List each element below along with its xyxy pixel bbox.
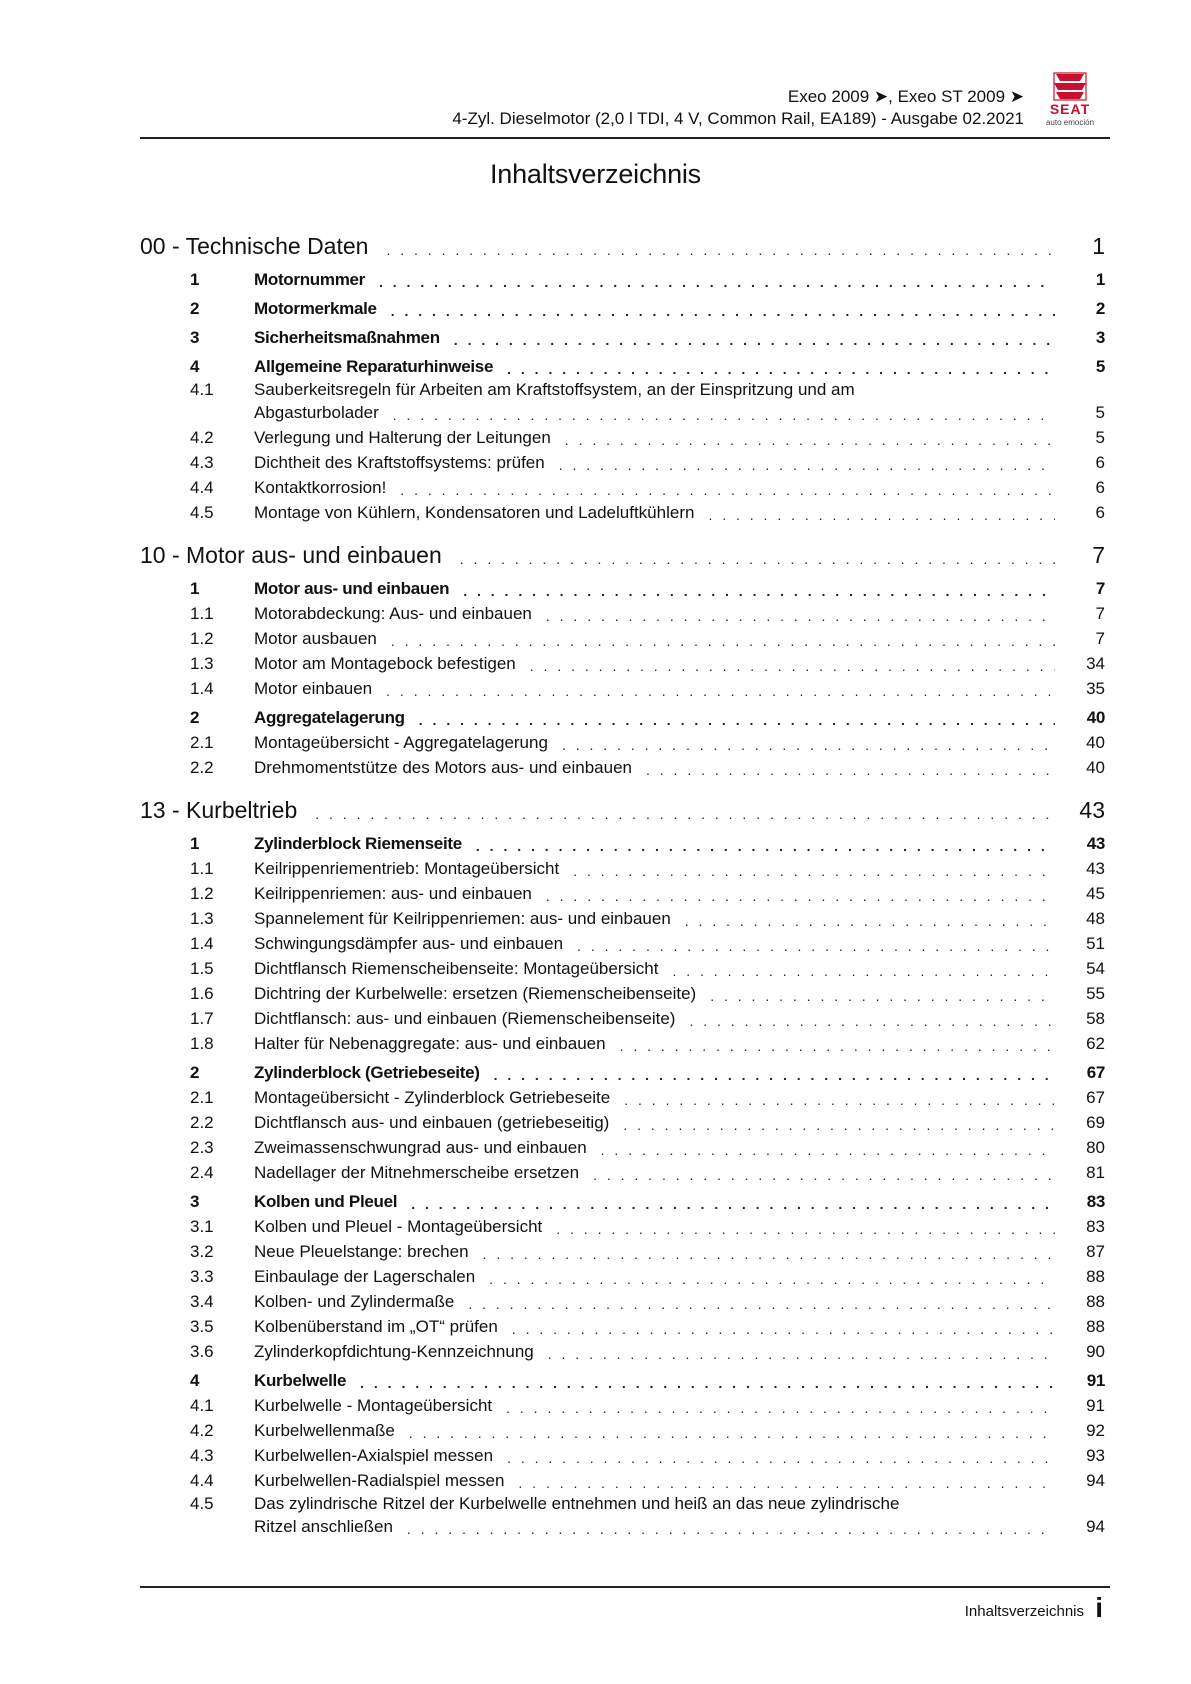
toc-entry-title: Motormerkmale	[254, 299, 377, 318]
dot-leader	[573, 861, 1055, 881]
toc-number: 1.5	[190, 959, 214, 978]
toc-number: 4	[190, 357, 200, 376]
toc-chapter-title: 00 - Technische Daten	[140, 233, 369, 259]
toc-page-number: 7	[1095, 629, 1105, 648]
toc-page-number: 5	[1095, 357, 1105, 376]
toc-number: 3.1	[190, 1217, 214, 1236]
toc-chapter[interactable]	[140, 541, 1105, 569]
toc-page-number: 87	[1086, 1242, 1105, 1261]
toc-entry-title: Einbaulage der Lagerschalen	[254, 1267, 476, 1286]
toc-entry-title: Kurbelwelle	[254, 1371, 347, 1390]
toc-page-number: 35	[1086, 679, 1105, 698]
toc-subsection[interactable]	[140, 601, 1105, 626]
toc-subsection[interactable]	[140, 1289, 1105, 1314]
toc-page-number: 51	[1086, 934, 1105, 953]
toc-page-number: 90	[1086, 1342, 1105, 1361]
header-text	[452, 86, 1024, 130]
toc-number: 3.2	[190, 1242, 214, 1261]
dot-leader	[483, 1244, 1055, 1264]
toc-subsection[interactable]	[140, 981, 1105, 1006]
toc-subsection[interactable]	[140, 1214, 1105, 1239]
toc-entry-title: Zylinderblock Riemenseite	[254, 834, 462, 853]
toc-entry-title: Keilrippenriemen: aus- und einbauen	[254, 884, 532, 903]
toc-section[interactable]	[140, 354, 1105, 379]
toc-entry-title: Motorabdeckung: Aus- und einbauen	[254, 604, 532, 623]
toc-subsection[interactable]	[140, 450, 1105, 475]
toc-entry-title: Ritzel anschließen	[254, 1517, 393, 1536]
toc-page-number: 94	[1086, 1517, 1105, 1536]
toc-page-number: 6	[1095, 478, 1105, 497]
toc-number: 4.1	[190, 380, 214, 399]
toc-number: 3	[190, 328, 200, 347]
toc-chapter-title: 10 - Motor aus- und einbauen	[140, 542, 442, 568]
toc-subsection[interactable]	[140, 1135, 1105, 1160]
toc-page-number: 40	[1086, 758, 1105, 777]
toc-number: 1	[190, 834, 200, 853]
toc-number: 2.1	[190, 1088, 214, 1107]
toc-entry-title: Kolbenüberstand im „OT“ prüfen	[254, 1317, 498, 1336]
toc-entry-title: Kurbelwellen-Axialspiel messen	[254, 1446, 494, 1465]
toc-page-number: 81	[1086, 1163, 1105, 1182]
toc-number: 4	[190, 1371, 200, 1390]
dot-leader	[646, 760, 1055, 780]
dot-leader	[624, 1090, 1055, 1110]
dot-leader	[494, 1065, 1055, 1085]
toc-page-number: 67	[1086, 1063, 1105, 1082]
toc-number: 2	[190, 299, 200, 318]
toc-subsection[interactable]	[140, 475, 1105, 500]
toc-number: 2.1	[190, 733, 214, 752]
header-engine: 4-Zyl. Dieselmotor (2,0 l TDI, 4 V, Common Rail, EA189) - Ausgabe 02.2021	[452, 109, 1024, 128]
toc-number: 4.5	[190, 1494, 214, 1513]
logo-brand: SEAT	[1049, 101, 1091, 117]
toc-page-number: 88	[1086, 1292, 1105, 1311]
toc-page-number: 55	[1086, 984, 1105, 1003]
toc-entry-title: Spannelement für Keilrippenriemen: aus- und einbauen	[254, 909, 671, 928]
toc-entry-title: Dichtring der Kurbelwelle: ersetzen (Riemenscheibenseite)	[254, 984, 697, 1003]
toc-section[interactable]	[140, 296, 1105, 321]
toc-number: 4.4	[190, 478, 214, 497]
toc-number: 2.2	[190, 758, 214, 777]
header-model: Exeo 2009 ➤, Exeo ST 2009 ➤	[787, 87, 1024, 106]
dot-leader	[391, 301, 1055, 321]
dot-leader	[710, 986, 1055, 1006]
toc-number: 1.8	[190, 1034, 214, 1053]
toc-section[interactable]	[140, 831, 1105, 856]
toc-number: 2.4	[190, 1163, 214, 1182]
toc-subsection[interactable]	[140, 425, 1105, 450]
toc-number: 1.2	[190, 629, 214, 648]
dot-leader	[620, 1036, 1055, 1056]
toc-page-number: 80	[1086, 1138, 1105, 1157]
dot-leader	[454, 330, 1055, 350]
toc-subsection[interactable]	[140, 1160, 1105, 1185]
toc-number: 1.1	[190, 604, 214, 623]
dot-leader	[460, 549, 1055, 569]
toc-page-number: 7	[1095, 579, 1105, 598]
toc-page-number: 58	[1086, 1009, 1105, 1028]
toc-entry-title: Nadellager der Mitnehmerscheibe ersetzen	[254, 1163, 580, 1182]
toc-page-number: 88	[1086, 1267, 1105, 1286]
toc-page-number: 48	[1086, 909, 1105, 928]
dot-leader	[489, 1269, 1055, 1289]
toc-subsection[interactable]	[140, 1239, 1105, 1264]
toc-page-number: 2	[1095, 299, 1105, 318]
toc-subsection[interactable]	[140, 1443, 1105, 1468]
toc-page-number: 54	[1086, 959, 1105, 978]
toc-number: 1.1	[190, 859, 214, 878]
dot-leader	[530, 656, 1055, 676]
toc-subsection[interactable]	[140, 1418, 1105, 1443]
dot-leader	[379, 272, 1055, 292]
dot-leader	[559, 455, 1055, 475]
toc-entry-title: Montageübersicht - Aggregatelagerung	[254, 733, 548, 752]
toc-entry-title: Montage von Kühlern, Kondensatoren und Ladeluftkühlern	[254, 503, 695, 522]
dot-leader	[672, 961, 1055, 981]
toc-chapter[interactable]	[140, 796, 1105, 824]
toc-page-number: 93	[1086, 1446, 1105, 1465]
toc-number: 3	[190, 1192, 200, 1211]
toc-entry-title: Motor ausbauen	[254, 629, 377, 648]
toc-page-number: 1	[1095, 270, 1105, 289]
toc-subsection[interactable]	[140, 931, 1105, 956]
dot-leader	[506, 1398, 1055, 1418]
toc-subsection[interactable]	[140, 856, 1105, 881]
footer-label: Inhaltsverzeichnis	[964, 1603, 1084, 1620]
logo-tagline: auto emoción	[1045, 118, 1095, 127]
dot-leader	[548, 1344, 1055, 1364]
header-rule	[140, 137, 1110, 139]
dot-leader	[518, 1473, 1055, 1493]
toc-section[interactable]	[140, 1189, 1105, 1214]
toc-number: 3.3	[190, 1267, 214, 1286]
toc-entry-line	[140, 1515, 1105, 1539]
toc-page-number: 7	[1095, 604, 1105, 623]
toc-subsection[interactable]	[140, 906, 1105, 931]
toc-page-number: 40	[1086, 733, 1105, 752]
dot-leader	[562, 735, 1055, 755]
dot-leader	[507, 1448, 1055, 1468]
toc-chapter[interactable]	[140, 232, 1105, 260]
toc-subsection[interactable]	[140, 676, 1105, 701]
toc-page-number: 34	[1086, 654, 1105, 673]
toc-number: 1	[190, 579, 200, 598]
toc-entry-line	[140, 1493, 1105, 1515]
toc-number: 1.2	[190, 884, 214, 903]
toc-entry-title: Kolben und Pleuel	[254, 1192, 398, 1211]
toc-subsection[interactable]	[140, 1493, 1105, 1539]
toc-entry-title: Aggregatelagerung	[254, 708, 405, 727]
toc-entry-title: Motor aus- und einbauen	[254, 579, 450, 598]
dot-leader	[577, 936, 1055, 956]
toc-entry-title: Allgemeine Reparaturhinweise	[254, 357, 494, 376]
toc-section[interactable]	[140, 705, 1105, 730]
toc-subsection[interactable]	[140, 881, 1105, 906]
dot-leader	[315, 804, 1055, 824]
toc-subsection[interactable]	[140, 956, 1105, 981]
toc-subsection[interactable]	[140, 1339, 1105, 1364]
dot-leader	[360, 1373, 1055, 1393]
dot-leader	[565, 430, 1055, 450]
toc-page-number: 94	[1086, 1471, 1105, 1490]
toc-entry-title: Motor einbauen	[254, 679, 373, 698]
footer-page-number: i	[1095, 1592, 1103, 1623]
dot-leader	[546, 886, 1055, 906]
toc-page-number: 1	[1092, 233, 1105, 259]
toc-page-number: 88	[1086, 1317, 1105, 1336]
toc-entry-title: Dichtflansch: aus- und einbauen (Riemenscheibenseite)	[254, 1009, 676, 1028]
toc-entry-title: Zweimassenschwungrad aus- und einbauen	[254, 1138, 587, 1157]
dot-leader	[386, 240, 1055, 260]
toc-page-number: 5	[1095, 403, 1105, 422]
toc-entry-title: Keilrippenriementrieb: Montageübersicht	[254, 859, 560, 878]
toc-page-number: 6	[1095, 453, 1105, 472]
toc-entry-title: Halter für Nebenaggregate: aus- und einbauen	[254, 1034, 606, 1053]
toc-page-number: 6	[1095, 503, 1105, 522]
toc-subsection[interactable]	[140, 1393, 1105, 1418]
toc-page-number: 91	[1086, 1396, 1105, 1415]
table-of-contents	[140, 228, 1105, 1539]
toc-subsection[interactable]	[140, 379, 1105, 425]
toc-entry-title: Motor am Montagebock befestigen	[254, 654, 516, 673]
toc-page-number: 5	[1095, 428, 1105, 447]
dot-leader	[386, 681, 1055, 701]
dot-leader	[391, 631, 1055, 651]
dot-leader	[409, 1423, 1055, 1443]
toc-section[interactable]	[140, 576, 1105, 601]
toc-number: 1.3	[190, 654, 214, 673]
toc-number: 1.3	[190, 909, 214, 928]
toc-page-number: 83	[1086, 1192, 1105, 1211]
toc-number: 1.7	[190, 1009, 214, 1028]
toc-entry-title: Kurbelwelle - Montageübersicht	[254, 1396, 493, 1415]
toc-entry-title: Motornummer	[254, 270, 365, 289]
dot-leader	[419, 710, 1055, 730]
toc-entry-title: Dichtheit des Kraftstoffsystems: prüfen	[254, 453, 545, 472]
toc-entry-title: Schwingungsdämpfer aus- und einbauen	[254, 934, 564, 953]
toc-subsection[interactable]	[140, 730, 1105, 755]
dot-leader	[468, 1294, 1055, 1314]
toc-page-number: 43	[1086, 859, 1105, 878]
toc-page-number: 40	[1086, 708, 1105, 727]
dot-leader	[512, 1319, 1055, 1339]
seat-logo	[1030, 72, 1110, 130]
toc-page-number: 45	[1086, 884, 1105, 903]
toc-entry-title: Das zylindrische Ritzel der Kurbelwelle entnehmen und heiß an das neue zylindrische	[254, 1494, 900, 1513]
toc-subsection[interactable]	[140, 1031, 1105, 1056]
toc-page-number: 43	[1086, 834, 1105, 853]
toc-page-number: 83	[1086, 1217, 1105, 1236]
toc-page-number: 92	[1086, 1421, 1105, 1440]
toc-number: 1.4	[190, 934, 214, 953]
toc-number: 3.6	[190, 1342, 214, 1361]
dot-leader	[463, 581, 1055, 601]
toc-number: 3.4	[190, 1292, 214, 1311]
toc-entry-title: Zylinderkopfdichtung-Kennzeichnung	[254, 1342, 534, 1361]
dot-leader	[708, 505, 1055, 525]
toc-entry-title: Kolben- und Zylindermaße	[254, 1292, 455, 1311]
toc-entry-line	[140, 379, 1105, 401]
footer-rule	[140, 1586, 1110, 1588]
toc-subsection[interactable]	[140, 1468, 1105, 1493]
toc-subsection[interactable]	[140, 626, 1105, 651]
toc-entry-title: Kolben und Pleuel - Montageübersicht	[254, 1217, 543, 1236]
toc-entry-title: Abgasturbolader	[254, 403, 379, 422]
dot-leader	[393, 405, 1055, 425]
toc-subsection[interactable]	[140, 1006, 1105, 1031]
toc-number: 1	[190, 270, 200, 289]
dot-leader	[476, 836, 1055, 856]
toc-entry-title: Sauberkeitsregeln für Arbeiten am Kraftstoffsystem, an der Einspritzung und am	[254, 380, 855, 399]
dot-leader	[623, 1115, 1055, 1135]
toc-entry-title: Kurbelwellenmaße	[254, 1421, 395, 1440]
toc-entry-title: Verlegung und Halterung der Leitungen	[254, 428, 551, 447]
page-title: Inhaltsverzeichnis	[489, 159, 701, 189]
dot-leader	[546, 606, 1055, 626]
dot-leader	[556, 1219, 1055, 1239]
dot-leader	[689, 1011, 1055, 1031]
toc-entry-title: Kurbelwellen-Radialspiel messen	[254, 1471, 505, 1490]
toc-entry-line	[140, 401, 1105, 425]
toc-entry-title: Dichtflansch Riemenscheibenseite: Montageübersicht	[254, 959, 659, 978]
toc-page-number: 7	[1092, 542, 1105, 568]
toc-number: 2	[190, 708, 200, 727]
dot-leader	[601, 1140, 1055, 1160]
toc-number: 4.4	[190, 1471, 214, 1490]
toc-section[interactable]	[140, 1060, 1105, 1085]
dot-leader	[507, 359, 1055, 379]
toc-number: 4.3	[190, 453, 214, 472]
toc-subsection[interactable]	[140, 651, 1105, 676]
toc-page-number: 62	[1086, 1034, 1105, 1053]
dot-leader	[400, 480, 1055, 500]
toc-page-number: 43	[1079, 797, 1105, 823]
toc-page-number: 91	[1086, 1371, 1105, 1390]
toc-number: 2.2	[190, 1113, 214, 1132]
toc-number: 4.5	[190, 503, 214, 522]
dot-leader	[685, 911, 1055, 931]
toc-subsection[interactable]	[140, 1110, 1105, 1135]
toc-subsection[interactable]	[140, 755, 1105, 780]
toc-number: 2	[190, 1063, 200, 1082]
toc-number: 1.6	[190, 984, 214, 1003]
toc-subsection[interactable]	[140, 1264, 1105, 1289]
toc-section[interactable]	[140, 267, 1105, 292]
dot-leader	[593, 1165, 1055, 1185]
toc-subsection[interactable]	[140, 1314, 1105, 1339]
toc-number: 4.1	[190, 1396, 214, 1415]
dot-leader	[407, 1519, 1055, 1539]
page-header	[140, 84, 1110, 140]
toc-entry-title: Montageübersicht - Zylinderblock Getriebeseite	[254, 1088, 611, 1107]
dot-leader	[411, 1194, 1055, 1214]
toc-entry-title: Neue Pleuelstange: brechen	[254, 1242, 469, 1261]
toc-entry-title: Zylinderblock (Getriebeseite)	[254, 1063, 480, 1082]
toc-entry-title: Drehmomentstütze des Motors aus- und einbauen	[254, 758, 632, 777]
toc-number: 2.3	[190, 1138, 214, 1157]
toc-number: 4.2	[190, 1421, 214, 1440]
toc-section[interactable]	[140, 325, 1105, 350]
toc-entry-title: Kontaktkorrosion!	[254, 478, 387, 497]
toc-subsection[interactable]	[140, 1085, 1105, 1110]
toc-page-number: 69	[1086, 1113, 1105, 1132]
toc-section[interactable]	[140, 1368, 1105, 1393]
toc-number: 4.2	[190, 428, 214, 447]
toc-number: 4.3	[190, 1446, 214, 1465]
toc-chapter-title: 13 - Kurbeltrieb	[140, 797, 298, 823]
toc-page-number: 67	[1086, 1088, 1105, 1107]
toc-number: 1.4	[190, 679, 214, 698]
toc-subsection[interactable]	[140, 500, 1105, 525]
toc-entry-title: Dichtflansch aus- und einbauen (getriebeseitig)	[254, 1113, 610, 1132]
toc-page-number: 3	[1095, 328, 1105, 347]
toc-entry-title: Sicherheitsmaßnahmen	[254, 328, 440, 347]
toc-number: 3.5	[190, 1317, 214, 1336]
